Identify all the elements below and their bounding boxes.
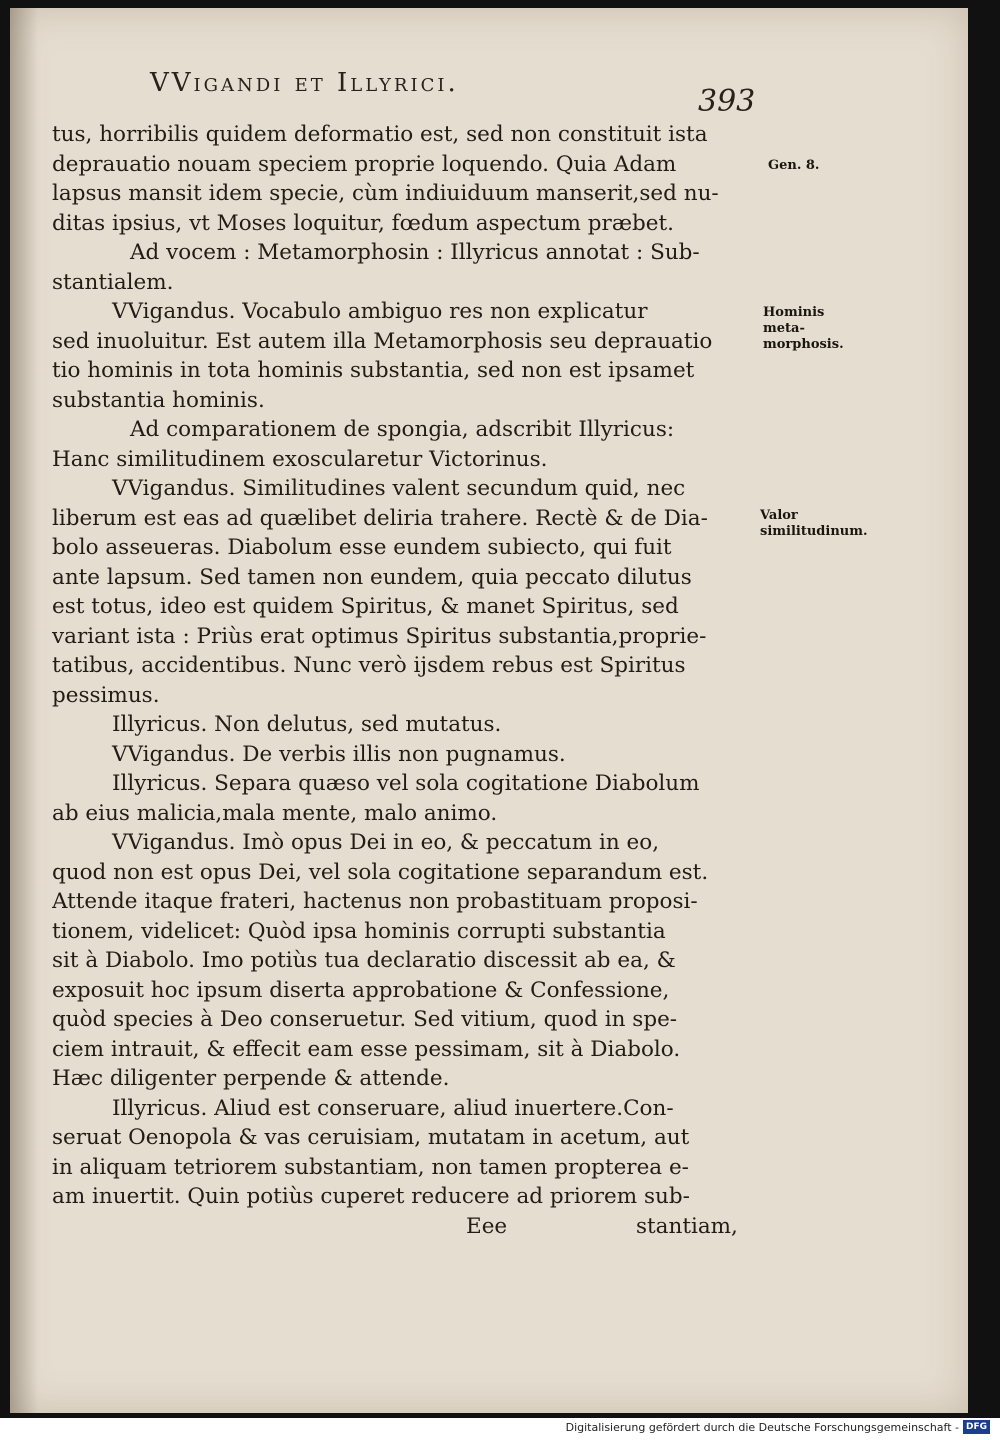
text-line: stantialem. — [52, 269, 174, 295]
text-line: Illyricus. Aliud est conseruare, aliud inuertere.Con- — [112, 1095, 674, 1121]
page-number: 393 — [698, 84, 756, 119]
text-line: VVigandus. De verbis illis non pugnamus. — [112, 741, 566, 767]
text-line: am inuertit. Quin potiùs cuperet reducere ad priorem sub- — [52, 1184, 690, 1209]
text-line: Ad comparationem de spongia, adscribit Illyricus: — [130, 417, 675, 442]
marginal-note-valor: Valor similitudinum. — [760, 508, 868, 539]
text-line: Illyricus. Separa quæso vel sola cogitatione Diabolum — [112, 771, 700, 796]
text-line: variant ista : Priùs erat optimus Spiritus substantia,proprie- — [52, 623, 707, 649]
footer-credit — [566, 1420, 990, 1434]
text-line: liberum est eas ad quælibet deliria trahere. Rectè & de Dia- — [52, 505, 708, 531]
text-line: sit à Diabolo. Imo potiùs tua declaratio discessit ab ea, & — [52, 948, 676, 973]
marginal-note-hominis: Hominis meta-morphosis. — [763, 305, 844, 352]
text-line: exposuit hoc ipsum diserta approbatione & Confessione, — [52, 977, 670, 1003]
text-line: bolo asseueras. Diabolum esse eundem subiecto, qui fuit — [52, 535, 672, 560]
running-header: VVigandi et Illyrici. — [150, 68, 459, 98]
text-line: tatibus, accidentibus. Nunc verò ijsdem rebus est Spiritus — [52, 653, 686, 678]
text-line: sed inuoluitur. Est autem illa Metamorphosis seu deprauatio — [52, 328, 713, 354]
text-line: est totus, ideo est quidem Spiritus, & manet Spiritus, sed — [52, 594, 679, 619]
text-line: quod non est opus Dei, vel sola cogitatione separandum est. — [52, 859, 709, 885]
text-line: Ad vocem : Metamorphosin : Illyricus annotat : Sub- — [130, 240, 700, 265]
catchword: stantiam, — [636, 1213, 738, 1239]
text-line: Attende itaque frateri, hactenus non probastituam proposi- — [52, 889, 698, 914]
text-line: tionem, videlicet: Quòd ipsa hominis corrupti substantia — [52, 918, 666, 944]
text-line: tus, horribilis quidem deformatio est, sed non constituit ista — [52, 122, 708, 147]
text-line: Hanc similitudinem exoscularetur Victorinus. — [52, 446, 548, 472]
text-line: VVigandus. Similitudines valent secundum quid, nec — [112, 476, 686, 501]
text-line: VVigandus. Vocabulo ambiguo res non explicatur — [112, 299, 648, 324]
text-line: ditas ipsius, vt Moses loquitur, fœdum aspectum præbet. — [52, 210, 674, 236]
text-line: ab eius malicia,mala mente, malo animo. — [52, 800, 498, 826]
dfg-logo: DFG — [963, 1420, 990, 1434]
text-line: quòd species à Deo conseruetur. Sed vitium, quod in spe- — [52, 1007, 678, 1032]
signature-mark: Eee — [466, 1213, 508, 1239]
text-line: lapsus mansit idem specie, cùm indiuiduum manserit,sed nu- — [52, 181, 719, 206]
text-line: ciem intrauit, & effecit eam esse pessimam, sit à Diabolo. — [52, 1036, 681, 1062]
text-line: pessimus. — [52, 682, 160, 708]
text-line: ante lapsum. Sed tamen non eundem, quia peccato dilutus — [52, 564, 692, 590]
text-line: seruat Oenopola & vas ceruisiam, mutatam in acetum, aut — [52, 1125, 690, 1150]
catchword-line — [52, 1212, 768, 1242]
text-line: VVigandus. Imò opus Dei in eo, & peccatum in eo, — [112, 830, 660, 855]
text-line: Hæc diligenter perpende & attende. — [52, 1066, 450, 1091]
text-line: tio hominis in tota hominis substantia, sed non est ipsamet — [52, 358, 695, 383]
text-line: deprauatio nouam speciem proprie loquendo. Quia Adam — [52, 151, 677, 177]
text-line: substantia hominis. — [52, 387, 265, 413]
footer-credit-text: Digitalisierung gefördert durch die Deutsche Forschungsgemeinschaft - — [565, 1420, 959, 1434]
marginal-note-gen: Gen. 8. — [768, 158, 820, 173]
text-line: Illyricus. Non delutus, sed mutatus. — [112, 712, 502, 737]
body-text — [52, 120, 768, 1241]
book-page — [10, 8, 968, 1413]
text-line: in aliquam tetriorem substantiam, non tamen propterea e- — [52, 1154, 689, 1180]
